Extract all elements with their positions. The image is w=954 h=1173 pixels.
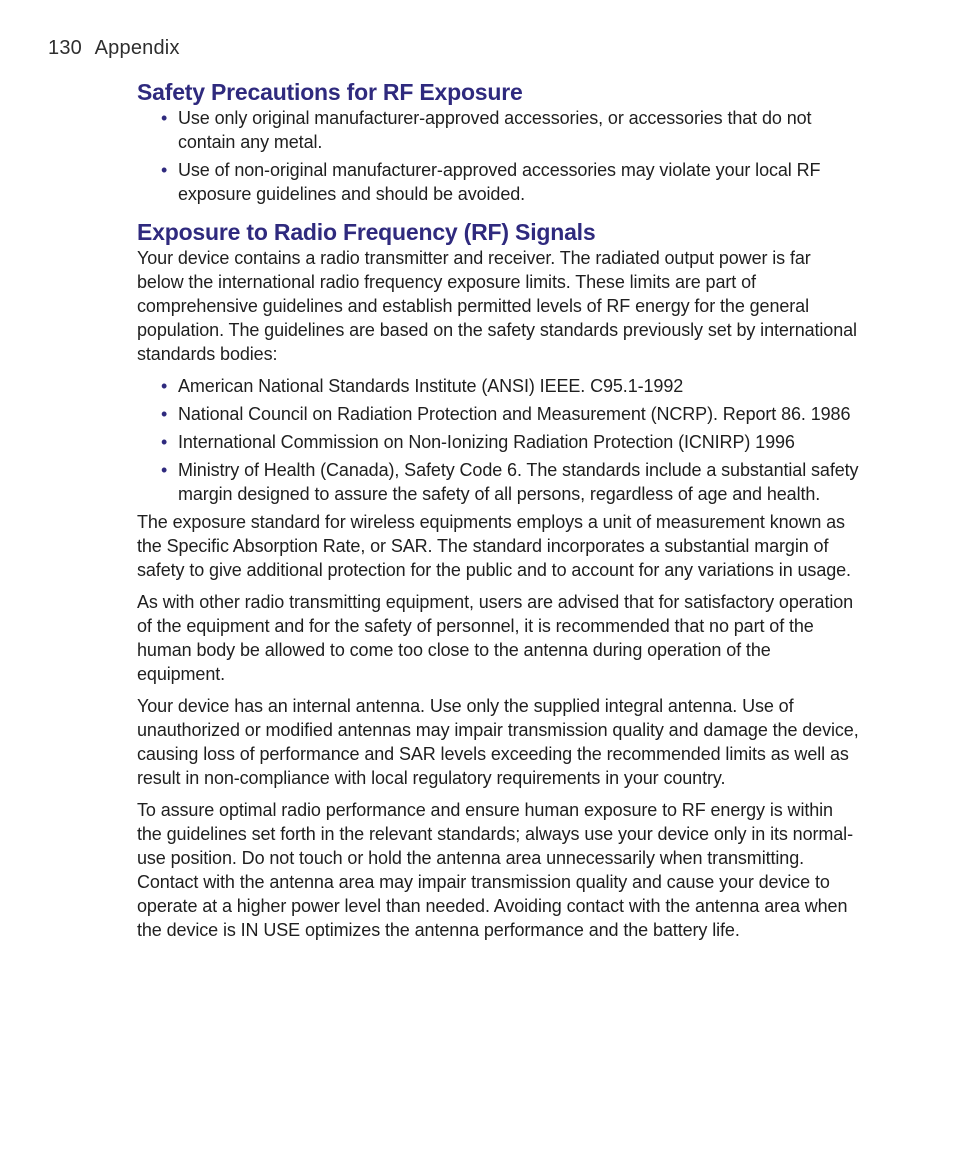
section-title: Safety Precautions for RF Exposure (137, 79, 523, 105)
page-number: 130 (48, 37, 82, 59)
page-header (48, 37, 180, 60)
list-item: • Use only original manufacturer-approved accessories, or accessories that do not contain any metal. (161, 108, 812, 152)
bullet-icon: • (161, 376, 168, 396)
standards-list (137, 374, 859, 506)
section-rf-signals (137, 218, 859, 942)
list-item: • National Council on Radiation Protection and Measurement (NCRP). Report 86. 1986 (161, 404, 851, 424)
list-item: • Ministry of Health (Canada), Safety Code 6. The standards include a substantial safety margin designed to assure the safety of all persons, regardless of age and health. (161, 460, 859, 504)
paragraph: Your device has an internal antenna. Use only the supplied integral antenna. Use of unauthorized or modified antennas may impair transmission quality and damage the device, causing loss of performance and SAR levels exceeding the recommended limits as well as result in non-compliance with local regulatory requirements in your country. (137, 696, 859, 788)
list-item: • International Commission on Non-Ionizing Radiation Protection (ICNIRP) 1996 (161, 432, 795, 452)
intro-paragraph: Your device contains a radio transmitter and receiver. The radiated output power is far below the international radio frequency exposure limits. These limits are part of comprehensive guidelines and establish permitted levels of RF energy for the general population. The guidelines are based on the safety standards previously set by international standards bodies: (137, 248, 857, 364)
list-item: • Use of non-original manufacturer-approved accessories may violate your local RF exposure guidelines and should be avoided. (161, 160, 821, 204)
paragraph: The exposure standard for wireless equipments employs a unit of measurement known as the Specific Absorption Rate, or SAR. The standard incorporates a substantial margin of safety to give additional protection for the public and to account for any variations in usage. (137, 512, 851, 580)
bullet-icon: • (161, 404, 168, 424)
list-item: • American National Standards Institute (ANSI) IEEE. C95.1-1992 (161, 376, 684, 396)
bullet-icon: • (161, 432, 168, 452)
section-label: Appendix (94, 37, 180, 59)
paragraph: As with other radio transmitting equipment, users are advised that for satisfactory operation of the equipment and for the safety of personnel, it is recommended that no part of the human body be allowed to come too close to the antenna during operation of the equipment. (137, 592, 854, 684)
page-content (137, 78, 859, 942)
section-safety-precautions (137, 78, 859, 206)
bullet-list (137, 106, 859, 206)
bullet-icon: • (161, 460, 168, 480)
bullet-icon: • (161, 160, 168, 180)
section-title: Exposure to Radio Frequency (RF) Signals (137, 219, 596, 245)
bullet-icon: • (161, 108, 168, 128)
paragraph: To assure optimal radio performance and ensure human exposure to RF energy is within the guidelines set forth in the relevant standards; always use your device only in its normal-use position. Do not touch or hold the antenna area unnecessarily when transmitting. Contact with the antenna area may impair transmission quality and cause your device to operate at a higher power level than needed. Avoiding contact with the antenna area when the device is IN USE optimizes the antenna performance and the battery life. (137, 800, 853, 940)
